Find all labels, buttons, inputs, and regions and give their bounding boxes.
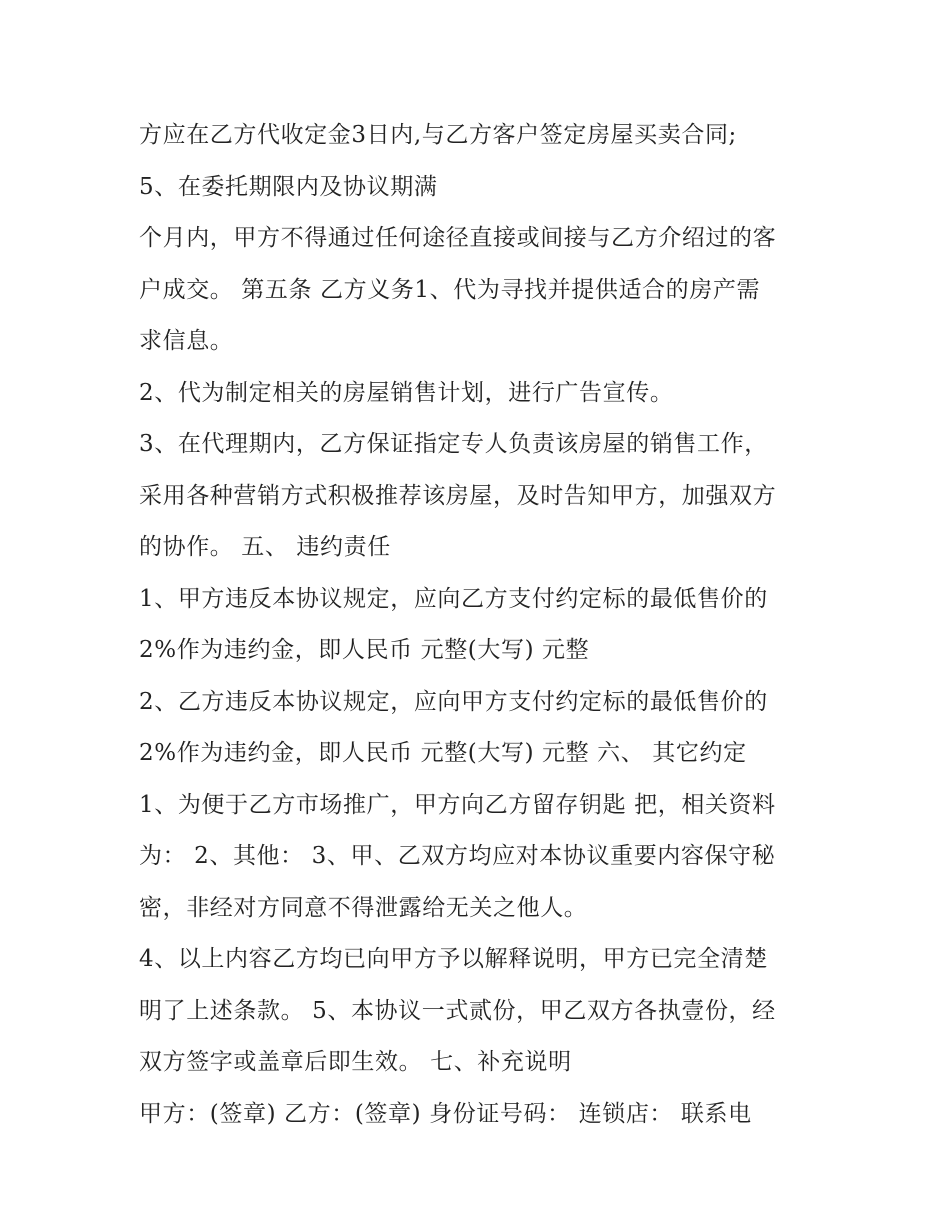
text-line: 甲方：(签章) 乙方：(签章) 身份证号码： 连锁店： 联系电 xyxy=(139,1100,752,1127)
text-line: 5、在委托期限内及协议期满 xyxy=(139,173,438,200)
text-line: 户成交。 第五条 乙方义务1、代为寻找并提供适合的房产需 xyxy=(139,276,761,303)
text-line: 求信息。 xyxy=(139,328,234,354)
text-line: 采用各种营销方式积极推荐该房屋，及时告知甲方，加强双方 xyxy=(139,482,777,509)
text-line: 4、以上内容乙方均已向甲方予以解释说明，甲方已完全清楚 xyxy=(139,946,768,972)
text-line: 方应在乙方代收定金3日内,与乙方客户签定房屋买卖合同; xyxy=(139,122,737,148)
text-line: 密，非经对方同意不得泄露给无关之他人。 xyxy=(139,894,588,921)
text-line: 2、乙方违反本协议规定，应向甲方支付约定标的最低售价的 xyxy=(139,688,768,715)
text-line: 的协作。 五、 违约责任 xyxy=(139,534,391,560)
text-line: 为： 2、其他： 3、甲、乙双方均应对本协议重要内容保守秘 xyxy=(139,843,776,869)
text-line: 3、在代理期内，乙方保证指定专人负责该房屋的销售工作， xyxy=(139,431,768,457)
text-line: 个月内，甲方不得通过任何途径直接或间接与乙方介绍过的客 xyxy=(139,225,777,251)
text-line: 2%作为违约金，即人民币 元整(大写) 元整 xyxy=(139,637,590,663)
text-line: 1、甲方违反本协议规定，应向乙方支付约定标的最低售价的 xyxy=(139,585,768,612)
text-line: 双方签字或盖章后即生效。 七、补充说明 xyxy=(139,1049,572,1075)
contract-text-body xyxy=(139,110,829,1140)
text-line: 1、为便于乙方市场推广，甲方向乙方留存钥匙 把，相关资料 xyxy=(139,791,776,818)
text-line: 2、代为制定相关的房屋销售计划，进行广告宣传。 xyxy=(139,379,674,406)
text-line: 明了上述条款。 5、本协议一式贰份，甲乙双方各执壹份，经 xyxy=(139,997,776,1024)
text-line: 2%作为违约金，即人民币 元整(大写) 元整 六、 其它约定 xyxy=(139,740,747,766)
